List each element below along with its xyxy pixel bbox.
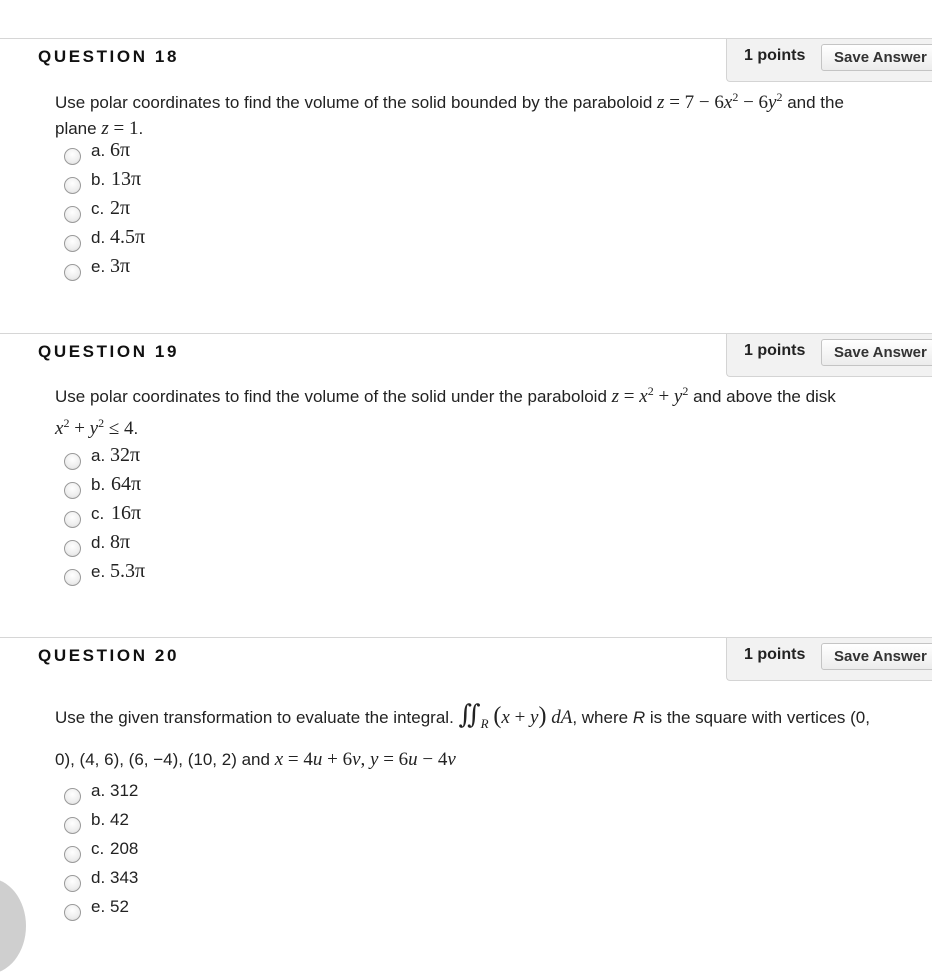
prompt-math: x = 4u + 6v, y = 6u − 4v [274, 749, 456, 770]
option-letter: a. [91, 141, 106, 160]
radio-button[interactable] [64, 846, 81, 863]
option-value: 4.5π [110, 226, 146, 248]
prompt-text: Use the given transformation to evaluate the integral. [55, 708, 454, 727]
option-value: 5.3π [110, 560, 146, 582]
prompt-text: plane [55, 119, 97, 138]
points-label: 1 points [744, 646, 806, 663]
question-19 [0, 333, 932, 637]
prompt-text: Use polar coordinates to find the volume of the solid bounded by the paraboloid [55, 93, 653, 112]
question-prompt-line2 [55, 118, 143, 140]
save-answer-button[interactable]: Save Answer [821, 643, 932, 670]
prompt-text: 0), (4, 6), (6, −4), (10, 2) and [55, 750, 270, 769]
prompt-text: . [138, 119, 144, 138]
option-letter: b. [91, 170, 106, 189]
radio-button[interactable] [64, 453, 81, 470]
prompt-text: and above the disk [693, 387, 836, 406]
prompt-text: Use polar coordinates to find the volume of the solid under the paraboloid [55, 387, 607, 406]
prompt-math: z = 1 [101, 118, 139, 139]
radio-button[interactable] [64, 206, 81, 223]
option-value: 52 [110, 897, 129, 916]
radio-button[interactable] [64, 817, 81, 834]
option-letter: e. [91, 897, 106, 916]
option-letter: a. [91, 446, 106, 465]
radio-button[interactable] [64, 904, 81, 921]
prompt-text: . [133, 419, 139, 438]
prompt-text: R [632, 708, 646, 727]
radio-button[interactable] [64, 148, 81, 165]
question-20 [0, 637, 932, 951]
points-panel [726, 39, 932, 82]
option-letter: d. [91, 868, 106, 887]
question-prompt-line1 [55, 700, 870, 730]
question-title: QUESTION 20 [38, 646, 180, 665]
question-prompt-line1 [55, 92, 844, 114]
option-value: 312 [110, 781, 139, 800]
question-prompt-line2 [55, 749, 456, 771]
option-letter: c. [91, 199, 105, 218]
prompt-text: , where [572, 708, 633, 727]
option-letter: c. [91, 839, 105, 858]
radio-button[interactable] [64, 235, 81, 252]
option-letter: d. [91, 533, 106, 552]
prompt-math: $z = 7 - 6x^2 - 6y^2$ [657, 90, 783, 113]
option-letter: d. [91, 228, 106, 247]
prompt-math: $x^2 + y^2 \le 4$ [55, 416, 134, 439]
radio-button[interactable] [64, 482, 81, 499]
option-letter: e. [91, 257, 106, 276]
radio-button[interactable] [64, 264, 81, 281]
option-value: 42 [110, 810, 129, 829]
option-value: 2π [110, 197, 131, 219]
prompt-math: $∬_R$ (x + y) dA [458, 700, 573, 731]
option-value: 343 [110, 868, 139, 887]
save-answer-button[interactable]: Save Answer [821, 44, 932, 71]
question-18 [0, 38, 932, 333]
option-letter: b. [91, 810, 106, 829]
option-value: 64π [111, 473, 142, 495]
option-value: 32π [110, 444, 141, 466]
prompt-math: $z = x^2 + y^2$ [611, 384, 689, 407]
question-prompt-line2 [55, 418, 138, 440]
option-value: 3π [110, 255, 131, 277]
prompt-text: is the square with vertices (0, [645, 708, 870, 727]
radio-button[interactable] [64, 875, 81, 892]
points-panel [726, 334, 932, 377]
prompt-text: and the [787, 93, 844, 112]
option-value: 16π [111, 502, 142, 524]
radio-button[interactable] [64, 788, 81, 805]
option-value: 208 [110, 839, 139, 858]
option-value: 8π [110, 531, 131, 553]
option-letter: c. [91, 504, 105, 523]
question-prompt-line1 [55, 386, 836, 408]
option-value: 13π [111, 168, 142, 190]
radio-button[interactable] [64, 511, 81, 528]
question-title: QUESTION 19 [38, 342, 180, 361]
save-answer-button[interactable]: Save Answer [821, 339, 932, 366]
points-label: 1 points [744, 47, 806, 64]
radio-button[interactable] [64, 177, 81, 194]
question-title: QUESTION 18 [38, 47, 180, 66]
option-letter: a. [91, 781, 106, 800]
option-letter: b. [91, 475, 106, 494]
radio-button[interactable] [64, 540, 81, 557]
option-letter: e. [91, 562, 106, 581]
radio-button[interactable] [64, 569, 81, 586]
option-value: 6π [110, 139, 131, 161]
points-panel [726, 638, 932, 681]
points-label: 1 points [744, 342, 806, 359]
